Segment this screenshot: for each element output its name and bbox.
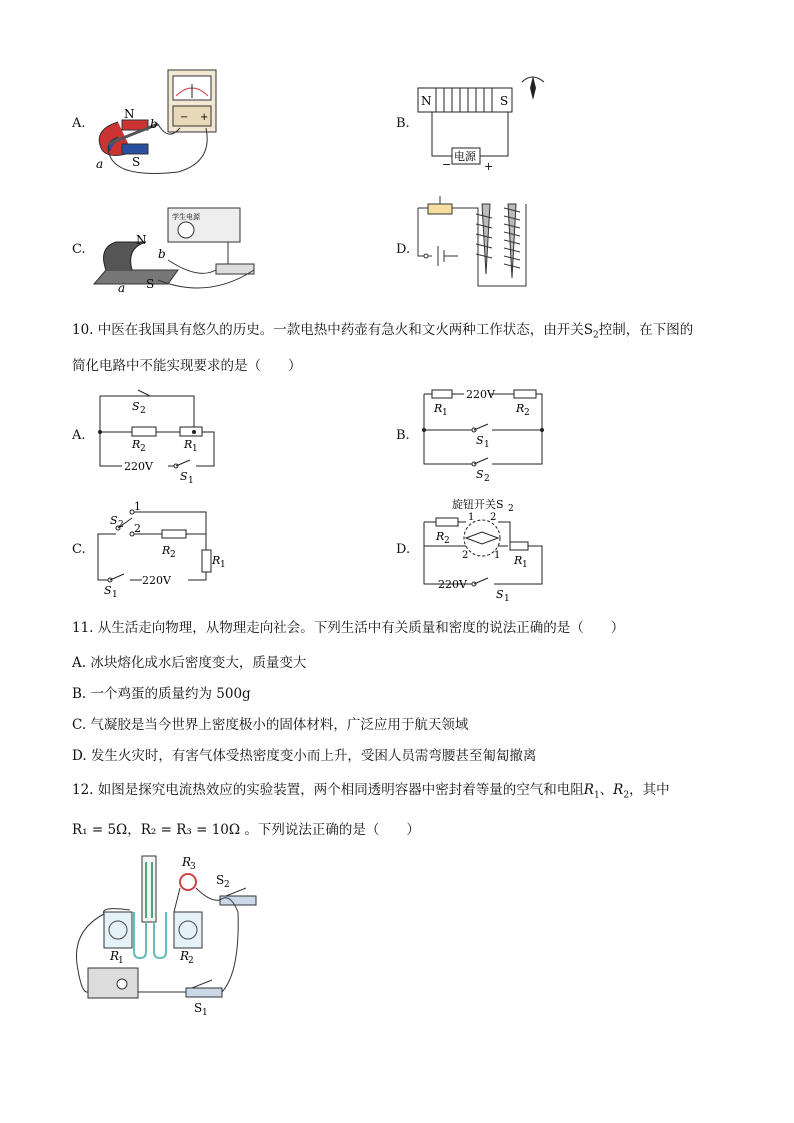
svg-text:R: R: [180, 949, 190, 963]
svg-text:1: 1: [522, 560, 528, 570]
svg-text:a: a: [118, 281, 126, 295]
q11-stem: 11. 从生活走向物理，从物理走向社会。下列生活中有关质量和密度的说法正确的是（ ）: [72, 620, 625, 636]
q10-circuit-c: [92, 498, 226, 600]
svg-text:+: +: [484, 160, 494, 173]
svg-text:S: S: [476, 468, 484, 481]
svg-text:1: 1: [192, 444, 198, 454]
svg-text:220V: 220V: [438, 578, 467, 591]
svg-text:学生电源: 学生电源: [172, 213, 200, 221]
q9b-s: S: [500, 94, 509, 108]
q12-stem-line1: 12. 如图是探究电流热效应的实验装置，两个相同透明容器中密封着等量的空气和电阻$R_1$、$R_2$，其中: [72, 782, 670, 801]
svg-text:2: 2: [224, 880, 230, 890]
svg-text:1: 1: [220, 560, 226, 570]
svg-text:1: 1: [504, 594, 510, 604]
q9a-s: S: [132, 155, 141, 169]
q10-circuit-a: [92, 388, 222, 484]
svg-text:S: S: [194, 1001, 203, 1015]
q9a-a: a: [96, 157, 104, 171]
svg-text:N: N: [136, 233, 147, 247]
svg-text:R: R: [212, 554, 221, 567]
q10-option-d-label[interactable]: D.: [396, 542, 411, 557]
q9-figure-b: [412, 74, 557, 174]
q12-figure: [70, 852, 270, 1016]
svg-text:R: R: [110, 949, 120, 963]
q10-circuit-b: [418, 384, 548, 484]
svg-text:220V: 220V: [124, 460, 153, 473]
q12-stem-line2: R₁ = 5Ω，R₂ = R₃ = 10Ω 。下列说法正确的是（ ）: [72, 822, 420, 838]
svg-text:−: −: [442, 158, 452, 171]
svg-text:R: R: [184, 438, 193, 451]
svg-text:2: 2: [444, 536, 450, 546]
svg-text:S: S: [216, 873, 225, 887]
q11-choice-a[interactable]: A. 冰块熔化成水后密度变大，质量变大: [72, 655, 307, 671]
q9a-b: b: [150, 117, 158, 131]
q10-option-a-label[interactable]: A.: [72, 428, 86, 443]
q9-figure-c: [88, 200, 288, 300]
svg-text:R: R: [132, 438, 141, 451]
svg-text:1: 1: [468, 512, 475, 523]
svg-text:1: 1: [112, 590, 118, 600]
svg-text:R: R: [182, 855, 192, 869]
svg-text:R: R: [514, 554, 523, 567]
svg-text:3: 3: [190, 862, 196, 872]
q11-choice-c[interactable]: C. 气凝胶是当今世界上密度极小的固体材料，广泛应用于航天领域: [72, 717, 469, 733]
svg-text:2: 2: [508, 504, 514, 514]
q9-figure-a: [88, 62, 228, 177]
svg-text:2: 2: [140, 406, 146, 416]
svg-text:旋钮开关S: 旋钮开关S: [452, 498, 504, 511]
q10-option-b-label[interactable]: B.: [396, 428, 410, 443]
q10-stem-line1: 10. 中医在我国具有悠久的历史。一款电热中药壶有急火和文火两种工作状态，由开关$S_2$控制，在下图的: [72, 322, 694, 341]
q11-choice-b[interactable]: B. 一个鸡蛋的质量约为 500g: [72, 686, 251, 702]
svg-text:2: 2: [118, 520, 124, 530]
svg-text:R: R: [162, 544, 171, 557]
q9-option-b-label[interactable]: B.: [396, 116, 410, 131]
svg-text:S: S: [110, 514, 118, 527]
q9b-power: 电源: [454, 150, 476, 163]
svg-text:S: S: [146, 277, 155, 291]
svg-text:2: 2: [170, 550, 176, 560]
svg-text:1: 1: [202, 1008, 208, 1018]
svg-text:2: 2: [484, 474, 490, 484]
svg-text:S: S: [132, 400, 140, 413]
svg-text:S: S: [104, 584, 112, 597]
svg-text:−: −: [180, 112, 189, 123]
q9-option-d-label[interactable]: D.: [396, 242, 411, 257]
svg-text:1: 1: [484, 440, 490, 450]
svg-text:2: 2: [524, 408, 530, 418]
svg-text:+: +: [200, 112, 209, 123]
q9-figure-d: [412, 194, 542, 304]
svg-text:1: 1: [118, 956, 124, 966]
svg-text:S: S: [496, 588, 504, 601]
svg-text:S: S: [180, 470, 188, 483]
svg-text:2: 2: [134, 522, 141, 535]
svg-text:b: b: [158, 247, 166, 261]
svg-text:R: R: [434, 402, 443, 415]
q9-option-a-label[interactable]: A.: [72, 116, 86, 131]
svg-text:1: 1: [494, 550, 501, 561]
svg-text:R: R: [516, 402, 525, 415]
svg-text:2: 2: [188, 956, 194, 966]
svg-text:220V: 220V: [142, 574, 171, 587]
svg-text:220V: 220V: [466, 388, 495, 401]
q10-option-c-label[interactable]: C.: [72, 542, 86, 557]
svg-text:2: 2: [462, 550, 469, 561]
svg-text:R: R: [436, 530, 445, 543]
q11-choice-d[interactable]: D. 发生火灾时，有害气体受热密度变小而上升，受困人员需弯腰甚至匍匐撤离: [72, 748, 537, 764]
q10-circuit-d: [418, 494, 558, 602]
q9-option-c-label[interactable]: C.: [72, 242, 86, 257]
svg-text:1: 1: [188, 476, 194, 486]
svg-text:2: 2: [140, 444, 146, 454]
svg-text:1: 1: [134, 500, 141, 513]
svg-text:1: 1: [442, 408, 448, 418]
q10-stem-line2: 简化电路中不能实现要求的是（ ）: [72, 358, 302, 374]
q9a-n: N: [124, 107, 135, 121]
svg-text:2: 2: [490, 512, 497, 523]
svg-text:S: S: [476, 434, 484, 447]
q9b-n: N: [421, 94, 432, 108]
